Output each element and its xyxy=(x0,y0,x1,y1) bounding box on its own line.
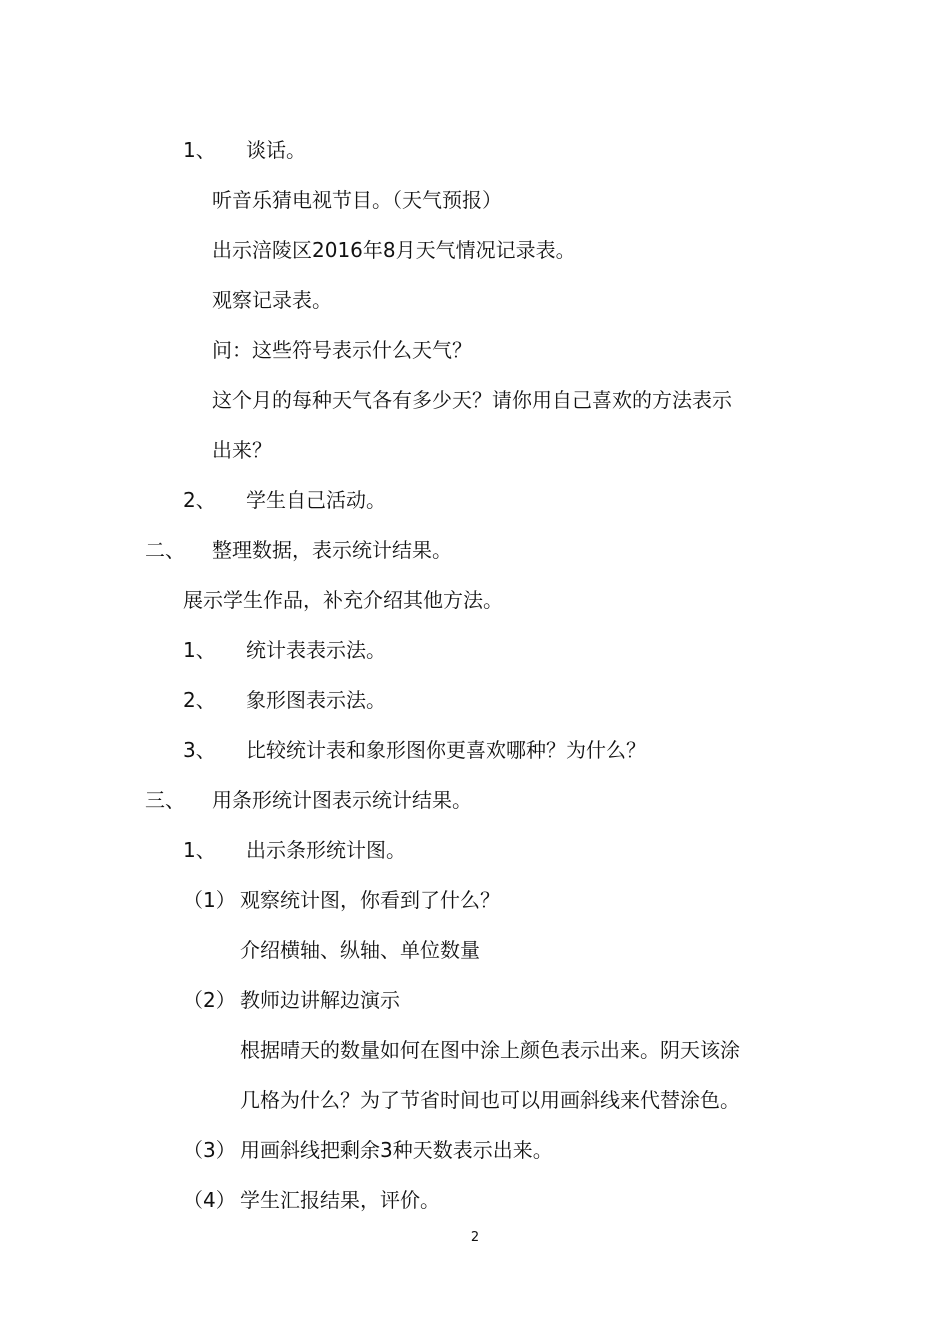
sub-marker: （3） xyxy=(183,1138,236,1162)
text-line: 展示学生作品，补充介绍其他方法。 xyxy=(183,588,503,612)
sub-marker: （1） xyxy=(183,888,236,912)
text-line: 听音乐猜电视节目。（天气预报） xyxy=(212,188,502,212)
list-marker: 2、 xyxy=(183,688,216,712)
sub-marker: （2） xyxy=(183,988,236,1012)
text-line: 象形图表示法。 xyxy=(246,688,386,712)
text-line: 出示涪陵区2016年8月天气情况记录表。 xyxy=(212,238,576,262)
text-line: 几格为什么？为了节省时间也可以用画斜线来代替涂色。 xyxy=(240,1088,740,1112)
list-marker: 2、 xyxy=(183,488,216,512)
section-marker: 二、 xyxy=(145,538,185,562)
text-line: 这个月的每种天气各有多少天？请你用自己喜欢的方法表示 xyxy=(212,388,732,412)
text-line: 学生汇报结果，评价。 xyxy=(240,1188,440,1212)
section-heading: 整理数据，表示统计结果。 xyxy=(212,538,452,562)
text-line: 统计表表示法。 xyxy=(246,638,386,662)
text-line: 学生自己活动。 xyxy=(246,488,386,512)
list-marker: 1、 xyxy=(183,838,216,862)
sub-marker: （4） xyxy=(183,1188,236,1212)
text-line: 教师边讲解边演示 xyxy=(240,988,400,1012)
text-line: 用画斜线把剩余3种天数表示出来。 xyxy=(240,1138,553,1162)
text-line: 出示条形统计图。 xyxy=(246,838,406,862)
text-line: 谈话。 xyxy=(246,138,306,162)
text-line: 观察记录表。 xyxy=(212,288,332,312)
text-line: 问：这些符号表示什么天气？ xyxy=(212,338,472,362)
section-heading: 用条形统计图表示统计结果。 xyxy=(212,788,472,812)
text-line: 介绍横轴、纵轴、单位数量 xyxy=(240,938,480,962)
section-marker: 三、 xyxy=(145,788,185,812)
text-line: 观察统计图，你看到了什么？ xyxy=(240,888,500,912)
text-line: 出来？ xyxy=(212,438,272,462)
page-number: 2 xyxy=(470,1230,480,1245)
list-marker: 1、 xyxy=(183,138,216,162)
list-marker: 3、 xyxy=(183,738,216,762)
text-line: 根据晴天的数量如何在图中涂上颜色表示出来。阴天该涂 xyxy=(240,1038,740,1062)
text-line: 比较统计表和象形图你更喜欢哪种？为什么？ xyxy=(246,738,646,762)
list-marker: 1、 xyxy=(183,638,216,662)
